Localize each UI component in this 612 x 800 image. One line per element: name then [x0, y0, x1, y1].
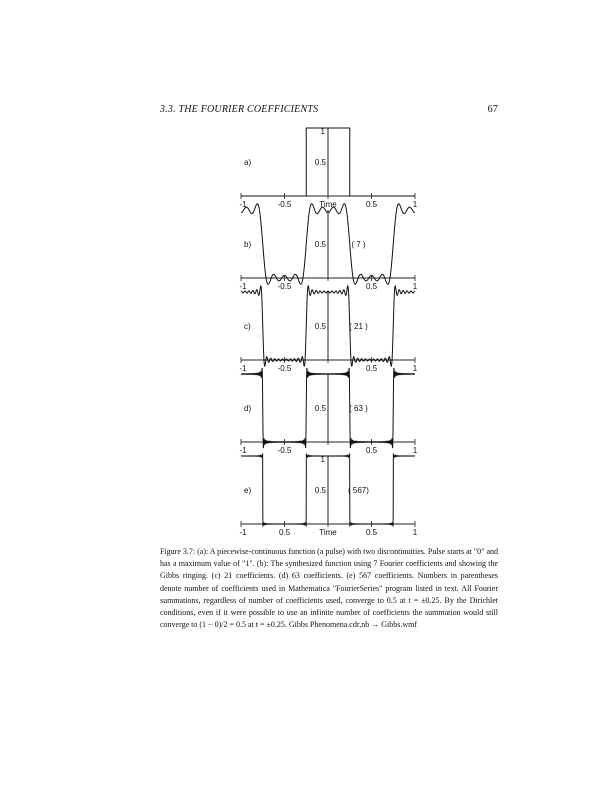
panel-e — [239, 454, 417, 537]
x-tick-label: 0.5 — [365, 364, 378, 373]
x-tick-label: 0.5 — [365, 528, 378, 537]
x-tick-label: 1 — [412, 528, 418, 537]
panel-b — [239, 204, 417, 291]
panel-label: e) — [244, 486, 252, 495]
y-tick-label: 0.5 — [314, 404, 326, 413]
panel-label: a) — [244, 158, 252, 167]
figure-caption — [160, 546, 498, 631]
x-tick-label: -1 — [239, 364, 247, 373]
x-tick-label: 0.5 — [365, 200, 378, 209]
x-tick-label: Time — [319, 528, 337, 537]
x-tick-label: 1 — [412, 200, 418, 209]
x-tick-label: -1 — [239, 282, 247, 291]
x-tick-label: -0.5 — [277, 364, 292, 373]
panel-label: d) — [244, 404, 252, 413]
panel-a — [239, 127, 417, 209]
y-tick-label: 0.5 — [314, 486, 326, 495]
x-tick-label: 1 — [412, 364, 418, 373]
coefficient-label: ( 567) — [347, 486, 369, 495]
y-tick-label: 0.5 — [314, 158, 326, 167]
x-tick-label: 0.5 — [365, 282, 378, 291]
coefficient-label: ( 7 ) — [351, 240, 366, 249]
coefficient-label: ( 21 ) — [349, 322, 368, 331]
x-tick-label: -0.5 — [277, 200, 292, 209]
panel-d — [239, 368, 417, 455]
x-tick-label: 0.5 — [278, 528, 291, 537]
y-tick-label: 0.5 — [314, 322, 326, 331]
panel-label: c) — [244, 322, 251, 331]
section-title: 3.3. THE FOURIER COEFFICIENTS — [160, 104, 319, 115]
y-tick-label: 1 — [320, 127, 325, 136]
x-tick-label: -0.5 — [277, 446, 292, 455]
x-tick-label: 1 — [412, 282, 418, 291]
x-tick-label: -1 — [239, 200, 247, 209]
caption-text: Figure 3.7: (a): A piecewise-continuous function (a pulse) with two discontinuities. Pulse starts at "0" and has a maximum value of "1". (b): The synthesized function using 7 Fourier coefficients and showing the Gibbs ringing. (c) 21 coefficients. (d) 63 coefficients. (e) 567 coefficients. Numbers in parentheses denote number of coefficients used in Mathematica "FourierSeries" program listed in text. All Fourier summations, regardless of number of coefficients used, converge to 0.5 at t = ±0.25. By the Dirichlet conditions, even if it were possible to use an infinite number of coefficients the summation would still converge to (1 − 0)/2 = 0.5 at t = ±0.25. Gibbs Phenomena.cdr,nb → Gibbs.wmf — [160, 547, 498, 630]
panel-c — [239, 286, 417, 373]
x-tick-label: -1 — [239, 446, 247, 455]
x-tick-label: 1 — [412, 446, 418, 455]
panel-label: b) — [244, 240, 252, 249]
x-tick-label: -0.5 — [277, 282, 292, 291]
x-tick-label: 0.5 — [365, 446, 378, 455]
y-tick-label: 0.5 — [314, 240, 326, 249]
x-tick-label: -1 — [239, 528, 247, 537]
coefficient-label: ( 63 ) — [349, 404, 368, 413]
y-tick-label: 1 — [320, 455, 325, 464]
x-tick-label: Time — [319, 200, 337, 209]
page-number: 67 — [487, 104, 498, 115]
